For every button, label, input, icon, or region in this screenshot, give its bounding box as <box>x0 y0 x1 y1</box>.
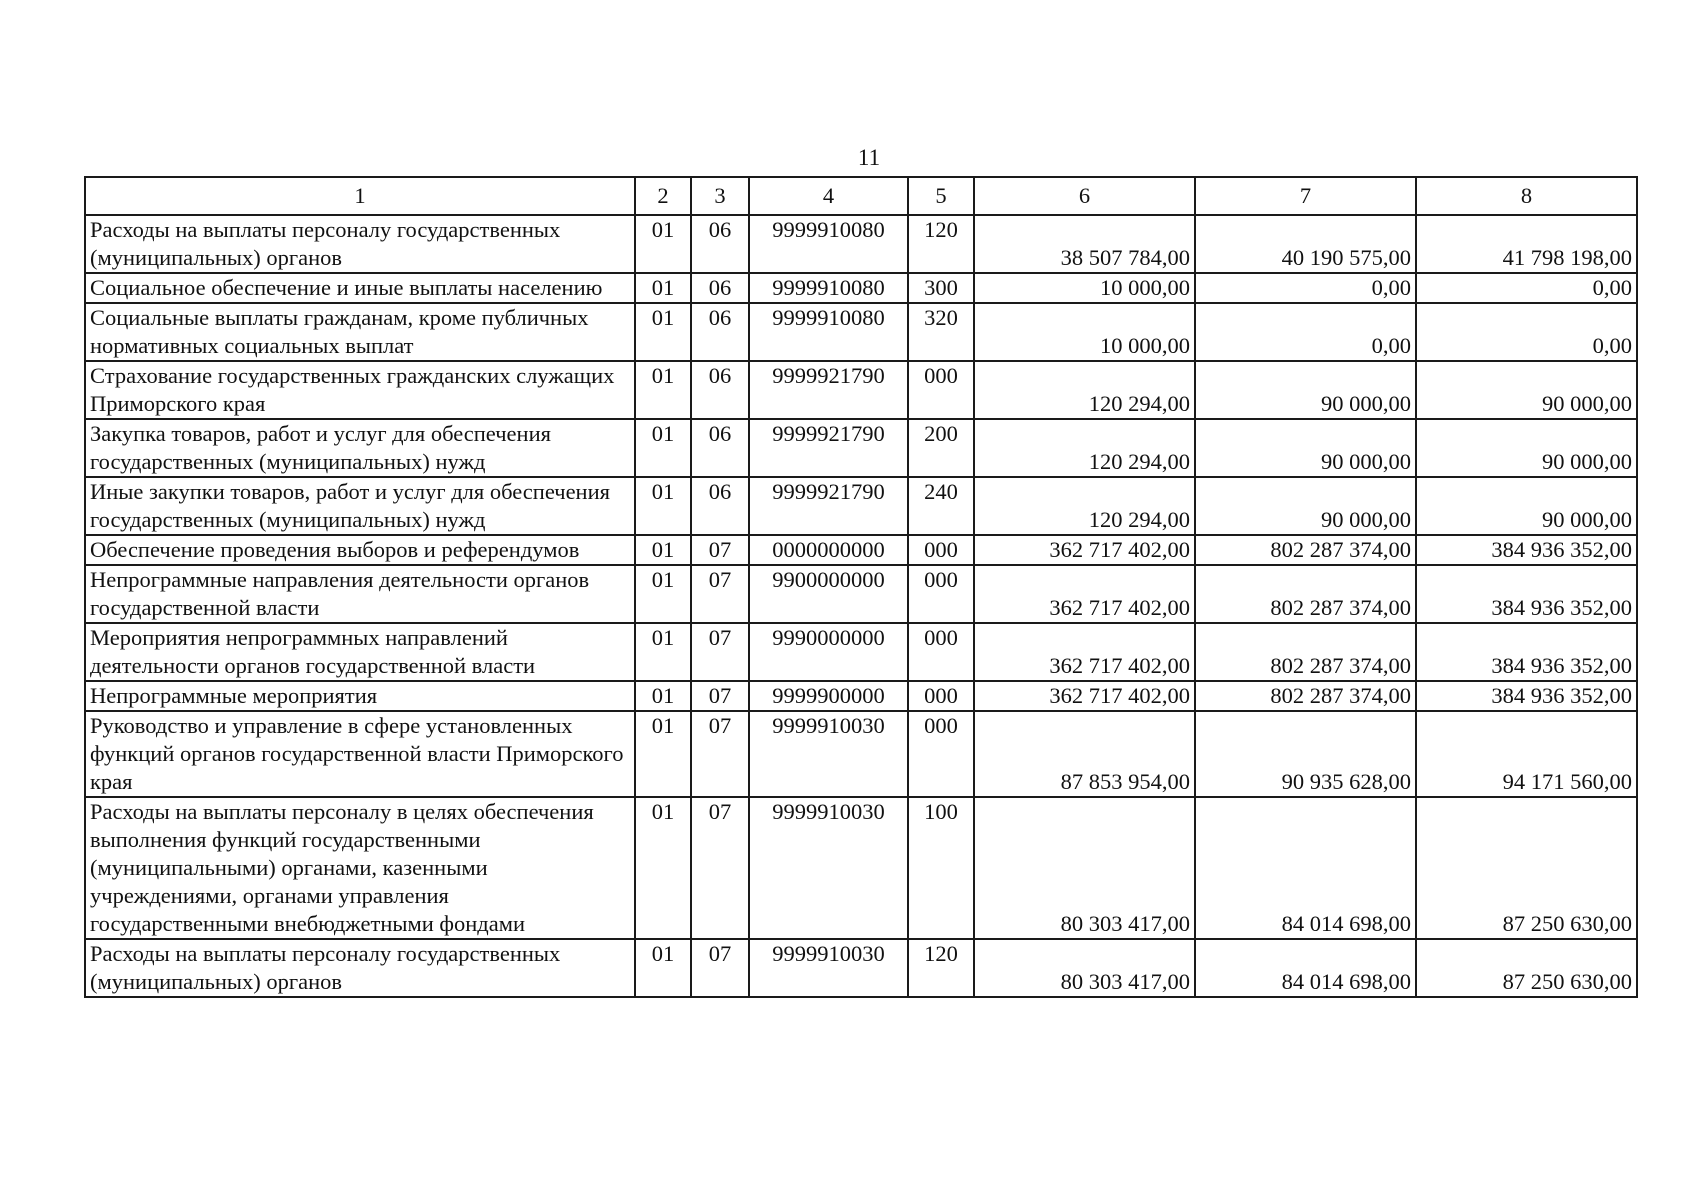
table-row <box>85 419 1637 477</box>
row-description: Социальное обеспечение и иные выплаты населению <box>85 273 635 303</box>
target-article-code: 9990000000 <box>749 623 908 681</box>
row-description: Страхование государственных гражданских служащих Приморского края <box>85 361 635 419</box>
table-row <box>85 939 1637 997</box>
subsection-code: 06 <box>691 273 749 303</box>
amount-col-6: 80 303 417,00 <box>974 797 1195 939</box>
section-code: 01 <box>635 477 691 535</box>
expense-type-code: 000 <box>908 681 974 711</box>
expense-type-code: 000 <box>908 623 974 681</box>
amount-col-7: 0,00 <box>1195 273 1416 303</box>
expense-type-code: 120 <box>908 215 974 273</box>
table-row <box>85 711 1637 797</box>
expense-type-code: 100 <box>908 797 974 939</box>
expense-type-code: 300 <box>908 273 974 303</box>
amount-col-8: 41 798 198,00 <box>1416 215 1637 273</box>
row-description: Расходы на выплаты персоналу государственных (муниципальных) органов <box>85 215 635 273</box>
target-article-code: 9999900000 <box>749 681 908 711</box>
amount-col-6: 362 717 402,00 <box>974 623 1195 681</box>
subsection-code: 06 <box>691 361 749 419</box>
target-article-code: 9999910080 <box>749 215 908 273</box>
table-row <box>85 797 1637 939</box>
row-description: Социальные выплаты гражданам, кроме публичных нормативных социальных выплат <box>85 303 635 361</box>
table-header-row <box>85 177 1637 215</box>
table-row <box>85 477 1637 535</box>
section-code: 01 <box>635 215 691 273</box>
section-code: 01 <box>635 303 691 361</box>
subsection-code: 07 <box>691 565 749 623</box>
row-description: Расходы на выплаты персоналу в целях обеспечения выполнения функций государственными (муниципальными) органами, казенными учреждениями, органами управления государственными внебюджетными фондами <box>85 797 635 939</box>
subsection-code: 07 <box>691 939 749 997</box>
amount-col-6: 38 507 784,00 <box>974 215 1195 273</box>
section-code: 01 <box>635 623 691 681</box>
expense-type-code: 320 <box>908 303 974 361</box>
subsection-code: 07 <box>691 623 749 681</box>
expense-type-code: 000 <box>908 535 974 565</box>
section-code: 01 <box>635 273 691 303</box>
amount-col-7: 90 000,00 <box>1195 477 1416 535</box>
column-header: 8 <box>1416 177 1637 215</box>
target-article-code: 9999910030 <box>749 939 908 997</box>
expense-type-code: 000 <box>908 711 974 797</box>
page-number: 11 <box>857 145 881 170</box>
target-article-code: 9999910080 <box>749 303 908 361</box>
table-row <box>85 565 1637 623</box>
subsection-code: 07 <box>691 797 749 939</box>
target-article-code: 0000000000 <box>749 535 908 565</box>
amount-col-8: 0,00 <box>1416 273 1637 303</box>
row-description: Непрограммные направления деятельности органов государственной власти <box>85 565 635 623</box>
amount-col-6: 120 294,00 <box>974 361 1195 419</box>
row-description: Закупка товаров, работ и услуг для обеспечения государственных (муниципальных) нужд <box>85 419 635 477</box>
table-row <box>85 681 1637 711</box>
row-description: Иные закупки товаров, работ и услуг для обеспечения государственных (муниципальных) нужд <box>85 477 635 535</box>
amount-col-8: 90 000,00 <box>1416 477 1637 535</box>
table-row <box>85 273 1637 303</box>
table-row <box>85 215 1637 273</box>
amount-col-8: 384 936 352,00 <box>1416 565 1637 623</box>
amount-col-8: 87 250 630,00 <box>1416 797 1637 939</box>
section-code: 01 <box>635 565 691 623</box>
amount-col-8: 87 250 630,00 <box>1416 939 1637 997</box>
subsection-code: 06 <box>691 303 749 361</box>
row-description: Непрограммные мероприятия <box>85 681 635 711</box>
column-header: 3 <box>691 177 749 215</box>
amount-col-7: 40 190 575,00 <box>1195 215 1416 273</box>
expense-type-code: 200 <box>908 419 974 477</box>
section-code: 01 <box>635 797 691 939</box>
row-description: Мероприятия непрограммных направлений деятельности органов государственной власти <box>85 623 635 681</box>
target-article-code: 9900000000 <box>749 565 908 623</box>
amount-col-8: 384 936 352,00 <box>1416 623 1637 681</box>
table-row <box>85 303 1637 361</box>
section-code: 01 <box>635 535 691 565</box>
section-code: 01 <box>635 711 691 797</box>
amount-col-6: 120 294,00 <box>974 419 1195 477</box>
section-code: 01 <box>635 361 691 419</box>
amount-col-6: 87 853 954,00 <box>974 711 1195 797</box>
amount-col-7: 90 000,00 <box>1195 419 1416 477</box>
section-code: 01 <box>635 681 691 711</box>
target-article-code: 9999921790 <box>749 361 908 419</box>
amount-col-6: 362 717 402,00 <box>974 565 1195 623</box>
amount-col-8: 0,00 <box>1416 303 1637 361</box>
table-row <box>85 623 1637 681</box>
budget-table <box>84 176 1638 998</box>
amount-col-8: 90 000,00 <box>1416 419 1637 477</box>
subsection-code: 06 <box>691 419 749 477</box>
column-header: 6 <box>974 177 1195 215</box>
subsection-code: 06 <box>691 215 749 273</box>
target-article-code: 9999910030 <box>749 797 908 939</box>
section-code: 01 <box>635 939 691 997</box>
amount-col-7: 90 935 628,00 <box>1195 711 1416 797</box>
amount-col-7: 84 014 698,00 <box>1195 939 1416 997</box>
target-article-code: 9999910080 <box>749 273 908 303</box>
amount-col-7: 84 014 698,00 <box>1195 797 1416 939</box>
target-article-code: 9999921790 <box>749 477 908 535</box>
amount-col-7: 802 287 374,00 <box>1195 535 1416 565</box>
amount-col-8: 90 000,00 <box>1416 361 1637 419</box>
amount-col-7: 90 000,00 <box>1195 361 1416 419</box>
amount-col-8: 384 936 352,00 <box>1416 535 1637 565</box>
row-description: Обеспечение проведения выборов и референдумов <box>85 535 635 565</box>
expense-type-code: 000 <box>908 565 974 623</box>
amount-col-6: 362 717 402,00 <box>974 681 1195 711</box>
amount-col-6: 362 717 402,00 <box>974 535 1195 565</box>
column-header: 1 <box>85 177 635 215</box>
column-header: 7 <box>1195 177 1416 215</box>
expense-type-code: 240 <box>908 477 974 535</box>
amount-col-8: 94 171 560,00 <box>1416 711 1637 797</box>
amount-col-7: 802 287 374,00 <box>1195 623 1416 681</box>
subsection-code: 07 <box>691 711 749 797</box>
amount-col-7: 802 287 374,00 <box>1195 565 1416 623</box>
column-header: 4 <box>749 177 908 215</box>
amount-col-6: 80 303 417,00 <box>974 939 1195 997</box>
row-description: Расходы на выплаты персоналу государственных (муниципальных) органов <box>85 939 635 997</box>
target-article-code: 9999921790 <box>749 419 908 477</box>
table-row <box>85 361 1637 419</box>
column-header: 2 <box>635 177 691 215</box>
table-row <box>85 535 1637 565</box>
subsection-code: 07 <box>691 681 749 711</box>
subsection-code: 07 <box>691 535 749 565</box>
amount-col-6: 10 000,00 <box>974 303 1195 361</box>
expense-type-code: 120 <box>908 939 974 997</box>
column-header: 5 <box>908 177 974 215</box>
amount-col-7: 802 287 374,00 <box>1195 681 1416 711</box>
amount-col-8: 384 936 352,00 <box>1416 681 1637 711</box>
expense-type-code: 000 <box>908 361 974 419</box>
amount-col-7: 0,00 <box>1195 303 1416 361</box>
amount-col-6: 10 000,00 <box>974 273 1195 303</box>
subsection-code: 06 <box>691 477 749 535</box>
amount-col-6: 120 294,00 <box>974 477 1195 535</box>
target-article-code: 9999910030 <box>749 711 908 797</box>
row-description: Руководство и управление в сфере установленных функций органов государственной власти Приморского края <box>85 711 635 797</box>
section-code: 01 <box>635 419 691 477</box>
